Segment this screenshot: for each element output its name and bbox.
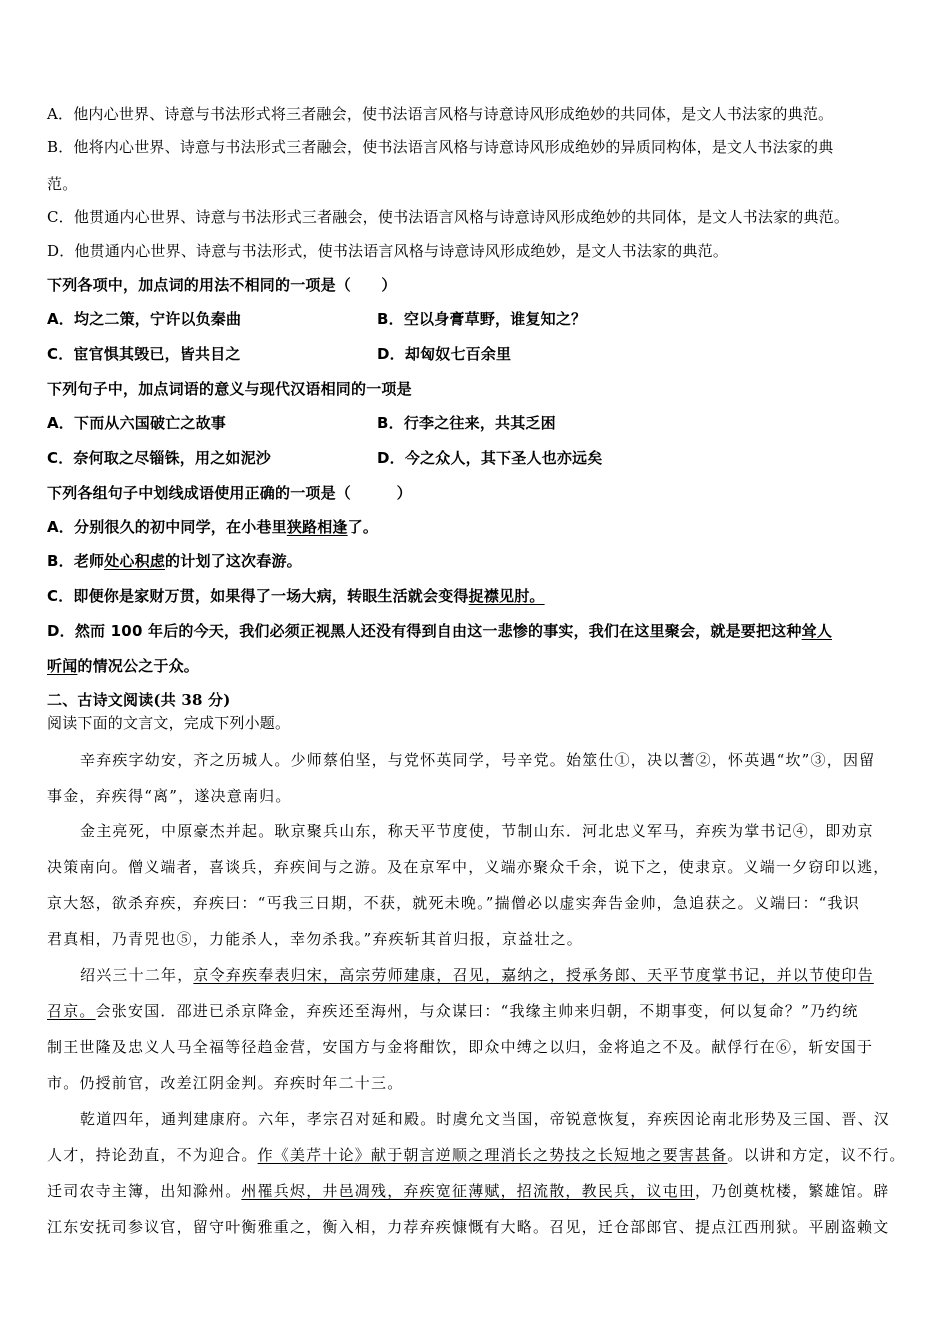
passage-line: 乾道四年，通判建康府。六年，孝宗召对延和殿。时虞允文当国，帝锐意恢复，弃疾因论南北形势及三国、晋、汉 <box>80 1110 891 1128</box>
question-meaning-stem: 下列句子中，加点词语的意义与现代汉语相同的一项是 <box>47 380 412 398</box>
passage-line: 君真相，乃青兕也⑤，力能杀人，幸勿杀我。”弃疾斩其首归报，京益壮之。 <box>47 930 583 948</box>
option-d-idiom-underlined-2: 听闻 <box>47 657 78 675</box>
option-b-idiom-underlined: 处心积虑 <box>104 552 166 570</box>
passage-text: ，乃创奠枕楼，繁雄馆。辟 <box>695 1182 890 1200</box>
passage-underlined: 作《美芹十论》献于朝言逆顺之理消长之势技之长短地之要害甚备 <box>257 1146 728 1164</box>
passage-line: 江东安抚司参议官，留守叶衡雅重之，衡入相，力荐弃疾慷慨有大略。召见，迁仓部郎官、提点江西刑狱。平剧盗赖文 <box>47 1218 890 1236</box>
option-b-prev[interactable]: B．他将内心世界、诗意与书法形式三者融会，使书法语言风格与诗意诗风形成绝妙的异质同构体，是文人书法家的典 <box>47 138 834 156</box>
option-a-prev[interactable]: A．他内心世界、诗意与书法形式将三者融会，使书法语言风格与诗意诗风形成绝妙的共同体，是文人书法家的典范。 <box>47 105 834 123</box>
option-a-idiom[interactable] <box>47 517 910 537</box>
passage-underlined: 京令弃疾奉表归宋，高宗劳师建康，召见，嘉纳之，授承务郎、天平节度掌书记，并以节使印告 <box>193 966 874 984</box>
option-b-meaning[interactable]: B．行李之往来，共其乏困 <box>377 414 556 432</box>
passage-line <box>80 965 910 985</box>
option-d-idiom-cont <box>47 656 910 676</box>
passage-text: 会张安国．邵进已杀京降金，弃疾还至海州，与众谋曰：“我缘主帅来归朝，不期事变，何以复命？”乃约统 <box>95 1002 859 1020</box>
option-a-idiom-post: 了。 <box>347 518 379 536</box>
passage-line: 制王世隆及忠义人马全福等径趋金营，安国方与金将酣饮，即众中缚之以归，金将追之不及。献俘行在⑥，斩安国于 <box>47 1038 874 1056</box>
option-d-usage[interactable]: D．却匈奴七百余里 <box>377 345 512 363</box>
option-a-idiom-underlined: 狭路相逢 <box>286 518 348 536</box>
passage-underlined: 召京。 <box>47 1002 96 1020</box>
option-c-idiom[interactable] <box>47 586 910 606</box>
option-a-usage[interactable]: A．均之二策，宁许以负秦曲 <box>47 310 242 328</box>
option-c-idiom-underlined: 捉襟见肘。 <box>468 587 545 605</box>
question-usage-row1 <box>47 309 910 329</box>
option-d-idiom[interactable] <box>47 621 910 641</box>
passage-underlined: 州罹兵烬，井邑凋残，弃疾宽征薄赋，招流散，教民兵，议屯田 <box>241 1182 696 1200</box>
question-usage-stem: 下列各项中，加点词的用法不相同的一项是（ ） <box>47 276 397 294</box>
option-d-idiom-underlined: 耸人 <box>801 622 833 640</box>
option-b-idiom[interactable] <box>47 551 910 571</box>
option-b-idiom-pre: B．老师 <box>47 552 105 570</box>
question-usage-row2 <box>47 344 910 364</box>
question-meaning-row1 <box>47 413 910 433</box>
passage-line <box>47 1181 910 1201</box>
passage-line: 金主亮死，中原豪杰并起。耿京聚兵山东，称天平节度使，节制山东．河北忠义军马，弃疾为掌书记④，即劝京 <box>80 822 874 840</box>
passage-line: 事金，弃疾得“离”，遂决意南归。 <box>47 787 292 805</box>
option-c-usage[interactable]: C．宦官惧其毁已，皆共目之 <box>47 345 241 363</box>
option-b-prev-cont: 范。 <box>47 175 78 193</box>
option-d-meaning[interactable]: D．今之众人，其下圣人也亦远矣 <box>377 449 603 467</box>
option-b-usage[interactable]: B．空以身膏草野，谁复知之？ <box>377 310 587 328</box>
passage-line: 京大怒，欲杀弃疾，弃疾曰：“丐我三日期，不获，就死未晚。”揣僧必以虚实奔告金帅，急追获之。义端曰：“我识 <box>47 894 860 912</box>
option-b-idiom-post: 的计划了这次春游。 <box>165 552 302 570</box>
option-a-meaning[interactable]: A．下而从六国破亡之故事 <box>47 414 227 432</box>
passage-line: 市。仍授前官，改差江阴金判。弃疾时年二十三。 <box>47 1074 404 1092</box>
option-c-meaning[interactable]: C．奈何取之尽锱铢，用之如泥沙 <box>47 449 272 467</box>
section-instruction: 阅读下面的文言文，完成下列小题。 <box>47 714 291 732</box>
option-c-prev[interactable]: C．他贯通内心世界、诗意与书法形式三者融会，使书法语言风格与诗意诗风形成绝妙的共同体，是文人书法家的典范。 <box>47 208 850 226</box>
question-meaning-row2 <box>47 448 910 468</box>
passage-text: 绍兴三十二年， <box>80 966 194 984</box>
option-d-idiom-pre: D．然而 100 年后的今天，我们必须正视黑人还没有得到自由这一悲惨的事实，我们在这里聚会，就是要把这种 <box>47 622 802 640</box>
passage-line: 辛弃疾字幼安，齐之历城人。少师蔡伯坚，与党怀英同学，号辛党。始筮仕①，决以蓍②，怀英遇“坎”③，因留 <box>80 751 876 769</box>
question-idiom-stem: 下列各组句子中划线成语使用正确的一项是（ ） <box>47 484 412 502</box>
section-title: 二、古诗文阅读(共 38 分) <box>47 691 231 709</box>
passage-text: 迁司农寺主簿，出知滁州。 <box>47 1182 242 1200</box>
option-c-idiom-pre: C．即便你是家财万贯，如果得了一场大病，转眼生活就会变得 <box>47 587 469 605</box>
option-d-prev[interactable]: D．他贯通内心世界、诗意与书法形式，使书法语言风格与诗意诗风形成绝妙，是文人书法家的典范。 <box>47 242 729 260</box>
passage-line <box>47 1145 910 1165</box>
passage-text: 。以讲和方定，议不行。 <box>727 1146 906 1164</box>
option-a-idiom-pre: A．分别很久的初中同学，在小巷里 <box>47 518 287 536</box>
passage-line: 决策南向。僧义端者，喜谈兵，弃疾间与之游。及在京军中，义端亦聚众千余，说下之，使隶京。义端一夕窃印以逃， <box>47 858 890 876</box>
passage-text: 人才，持论劲直，不为迎合。 <box>47 1146 258 1164</box>
passage-line <box>47 1001 910 1021</box>
option-d-idiom-post: 的情况公之于众。 <box>77 657 200 675</box>
